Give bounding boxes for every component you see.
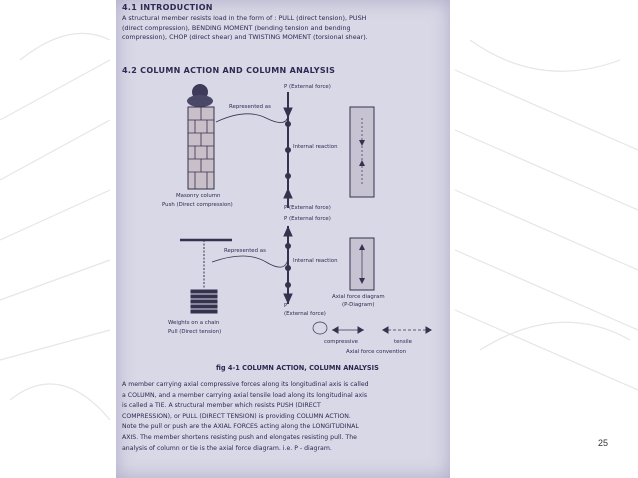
column-action-figure — [116, 0, 450, 380]
axial-force-convention — [313, 322, 431, 334]
masonry-column-label: Masonry column — [176, 193, 221, 199]
text-line: (direct compression), BENDING MOMENT (bending tension and bending — [122, 23, 351, 32]
external-force-label-3: (External force) — [284, 311, 326, 317]
internal-reaction-label: Internal reaction — [293, 144, 338, 150]
compressive-label: compressive — [324, 339, 358, 345]
slide-page-number: 25 — [598, 438, 609, 448]
column-action-heading: 4.2 COLUMN ACTION AND COLUMN ANALYSIS — [122, 66, 336, 75]
axial-force-box-compression — [350, 107, 374, 197]
text-line: is called a TIE. A structural member which resists PUSH (DIRECT — [122, 402, 321, 410]
text-line: compression), CHOP (direct shear) and TWISTING MOMENT (torsional shear). — [122, 33, 368, 42]
text-line: COMPRESSION), or PULL (DIRECT TENSION) is providing COLUMN ACTION. — [122, 412, 351, 420]
represented-as-curve — [216, 114, 288, 123]
scanned-page — [116, 0, 450, 478]
axial-force-diagram-label: Axial force diagram — [332, 294, 385, 300]
represented-as-curve — [212, 256, 288, 267]
external-force-label-2: P (External force) — [284, 216, 331, 222]
external-force-bottom-label: P (External force) — [284, 205, 331, 211]
push-direct-compression-label: Push (Direct compression) — [162, 202, 233, 208]
column-definition-paragraph — [122, 380, 450, 454]
text-line: analysis of column or tie is the axial force diagram. i.e. P - diagram. — [122, 444, 332, 452]
external-force-top-label: P (External force) — [284, 84, 331, 90]
masonry-column-drawing — [187, 84, 214, 189]
text-line: a COLUMN, and a member carrying axial tensile load along its longitudinal axis — [122, 391, 368, 399]
text-line: AXIS. The member shortens resisting push and elongates resisting pull. The — [122, 433, 357, 441]
pull-direct-tension-label: Pull (Direct tension) — [168, 329, 222, 335]
text-line: A member carrying axial compressive forces along its longitudinal axis is called — [122, 381, 369, 388]
text-line: A structural member resists load in the form of : PULL (direct tension), PUSH — [122, 14, 367, 22]
p-letter-label: P — [284, 303, 288, 309]
internal-reaction-label-2: Internal reaction — [293, 258, 338, 264]
represented-as-label: Represented as — [229, 104, 271, 110]
introduction-heading: 4.1 INTRODUCTION — [122, 3, 213, 12]
figure-caption: fig 4-1 COLUMN ACTION, COLUMN ANALYSIS — [216, 364, 379, 372]
compression-member-line — [284, 92, 292, 208]
p-diagram-label: (P-Diagram) — [342, 302, 375, 308]
text-line: Note the pull or push are the AXIAL FORCES acting along the LONGITUDINAL — [122, 423, 359, 431]
axial-force-box-tension — [350, 238, 374, 290]
represented-as-label-2: Represented as — [224, 248, 266, 254]
weights-on-chain-label: Weights on a chain — [168, 320, 220, 326]
tensile-label: tensile — [394, 339, 412, 345]
axial-force-convention-label: Axial force convention — [346, 349, 407, 355]
